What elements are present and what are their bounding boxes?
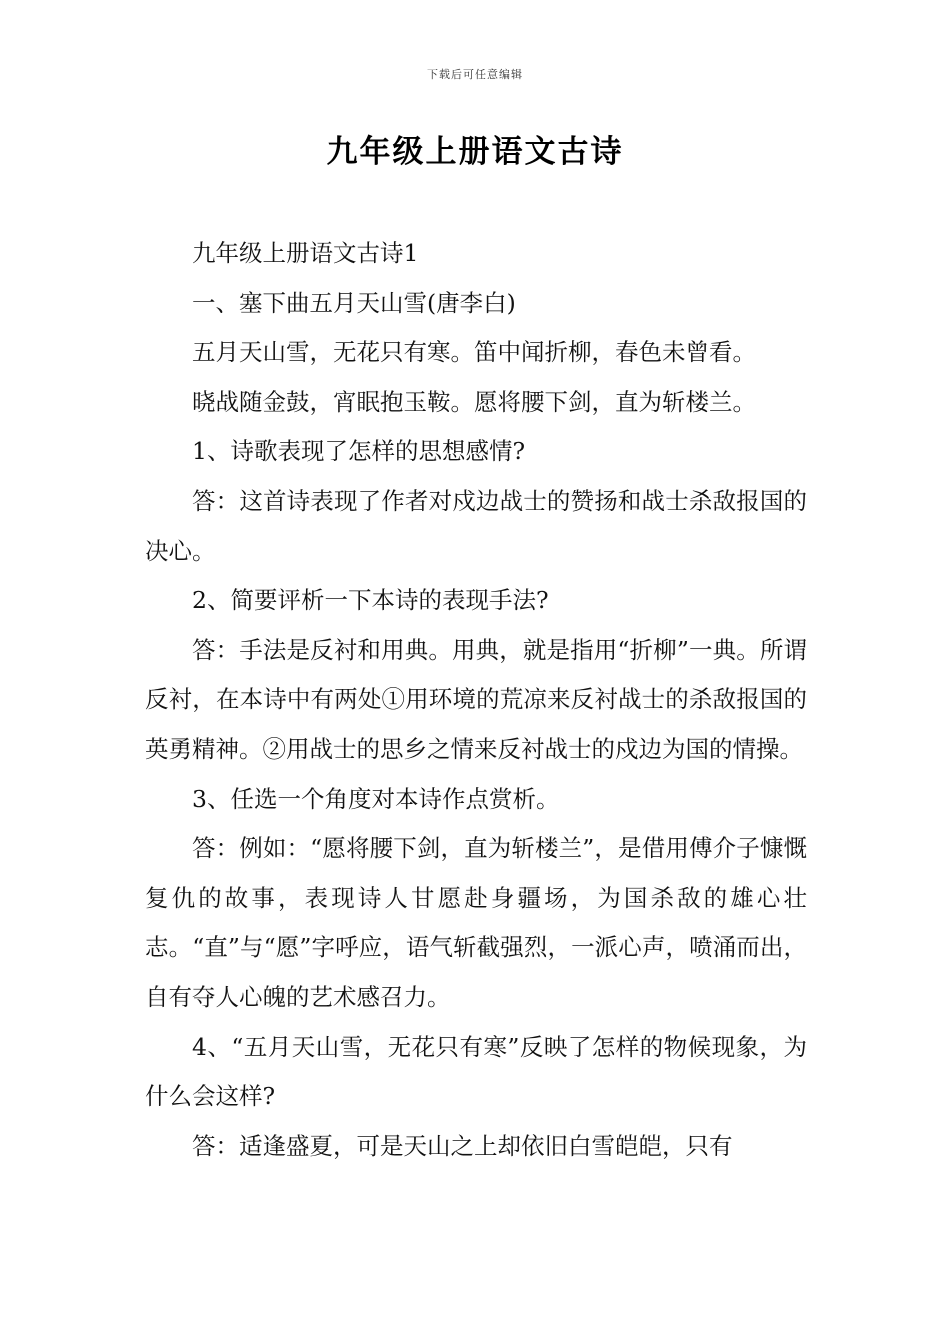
paragraph-poem-line-2: 晓战随金鼓，宵眠抱玉鞍。愿将腰下剑，直为斩楼兰。 — [192, 387, 756, 416]
paragraph-answer-1: 答：这首诗表现了作者对戍边战士的赞扬和战士杀敌报国的决心。 — [145, 486, 807, 565]
paragraph-answer-2: 答：手法是反衬和用典。用典，就是指用“折柳”一典。所谓反衬，在本诗中有两处①用环境的荒凉来反衬战士的杀敌报国的英勇精神。②用战士的思乡之情来反衬战士的戍边为国的情操。 — [145, 635, 807, 763]
header-note: 下载后可任意编辑 — [427, 68, 523, 81]
paragraph-section-heading: 九年级上册语文古诗1 — [192, 239, 419, 267]
paragraph-question-2: 2、简要评析一下本诗的表现手法? — [192, 586, 549, 615]
paragraph-question-4: 4、“五月天山雪，无花只有寒”反映了怎样的物候现象，为什么会这样? — [145, 1032, 807, 1111]
document-body — [145, 229, 807, 1171]
paragraph-question-3: 3、任选一个角度对本诗作点赏析。 — [192, 784, 560, 813]
page-title: 九年级上册语文古诗 — [326, 134, 624, 170]
paragraph-poem-line-1: 五月天山雪，无花只有寒。笛中闻折柳，春色未曾看。 — [192, 338, 756, 367]
paragraph-poem-title: 一、塞下曲五月天山雪(唐李白) — [192, 288, 516, 317]
paragraph-answer-3: 答：例如：“愿将腰下剑，直为斩楼兰”，是借用傅介子慷慨复仇的故事，表现诗人甘愿赴身疆场，为国杀敌的雄心壮志。“直”与“愿”字呼应，语气斩截强烈，一派心声，喷涌而出，自有夺人心魄的艺术感召力。 — [145, 834, 807, 1011]
paragraph-question-1: 1、诗歌表现了怎样的思想感情? — [192, 437, 526, 466]
paragraph-answer-4: 答：适逢盛夏，可是天山之上却依旧白雪皑皑，只有 — [192, 1131, 733, 1160]
